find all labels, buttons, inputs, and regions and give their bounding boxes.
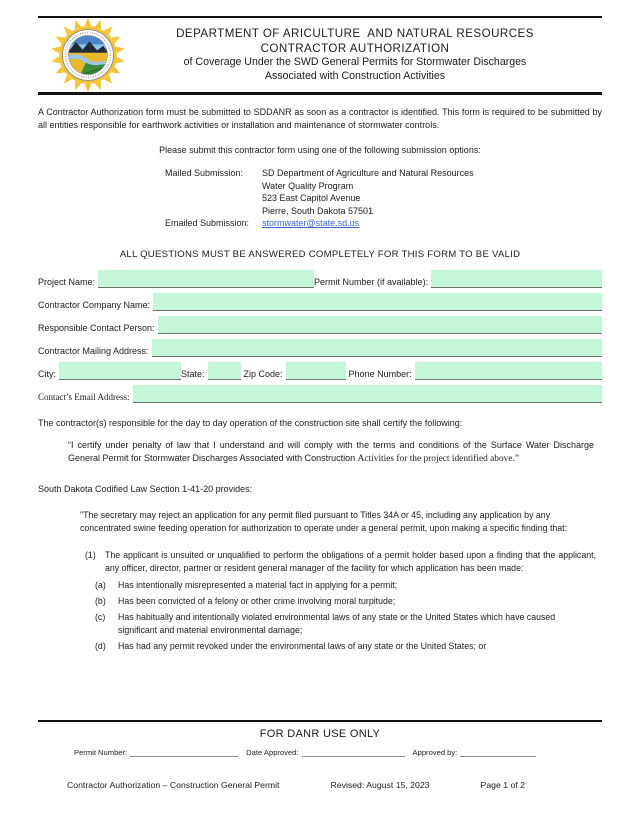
state-label: State: <box>181 368 205 379</box>
certification-quote <box>68 439 594 467</box>
codified-law-quote: "The secretary may reject an application for any permit filed pursuant to Titles 34A or 45, including any application by any concentrated swine feeding operation for authorization to operate under a general permit, upon making a specific finding that: <box>80 509 568 533</box>
permit-number-label: Permit Number (if available): <box>314 276 429 287</box>
danr-permit-number-label: Permit Number: <box>74 748 128 757</box>
city-label: City: <box>38 368 56 379</box>
danr-fields-row <box>74 747 602 757</box>
law-subitem-b <box>95 595 596 608</box>
form-subtitle-line1: of Coverage Under the SWD General Permits for Stormwater Discharges <box>183 56 527 69</box>
contact-person-label: Responsible Contact Person: <box>38 322 155 333</box>
mailed-address-line-3: 523 East Capitol Avenue <box>262 193 361 204</box>
contact-person-row <box>38 311 602 334</box>
mailed-address-line-2: Water Quality Program <box>262 180 354 191</box>
law-subitem-a-text: Has intentionally misrepresented a material fact in applying for a permit; <box>118 579 398 590</box>
submission-options <box>165 167 602 230</box>
certification-quote-serif: Activities for the project identified above.” <box>357 454 520 465</box>
law-subitem-d-text: Has had any permit revoked under the environmental laws of any state or the United States; or <box>118 640 487 651</box>
certification-quote-sans: “I certify under penalty of law that I understand and will comply with the terms and conditions of the Surface Water Discharge General Permit for Stormwater Discharges Associated with Construction <box>68 439 594 464</box>
law-subitem-d <box>95 640 596 653</box>
phone-number-field[interactable] <box>415 362 602 380</box>
mailed-address-line-1: SD Department of Agriculture and Natural Resources <box>262 168 474 178</box>
law-subitem-b-text: Has been convicted of a felony or other crime involving moral turpitude; <box>118 595 396 606</box>
department-title: DEPARTMENT OF ARICULTURE AND NATURAL RESOURCES <box>176 27 534 41</box>
footer-page-number: Page 1 of 2 <box>480 780 525 790</box>
company-name-row <box>38 288 602 311</box>
certification-intro: The contractor(s) responsible for the day to day operation of the construction site shall certify the following: <box>38 417 463 428</box>
mailed-address-line-4: Pierre, South Dakota 57501 <box>262 205 374 216</box>
danr-approved-by-field[interactable] <box>460 747 536 757</box>
mailed-submission-label: Mailed Submission: <box>165 168 244 178</box>
form-title: CONTRACTOR AUTHORIZATION <box>260 41 450 55</box>
phone-number-label: Phone Number: <box>348 368 412 379</box>
submission-instructions: Please submit this contractor form using one of the following submission options: <box>159 145 481 155</box>
stormwater-email-link[interactable]: stormwater@state.sd.us <box>262 218 360 229</box>
city-field[interactable] <box>59 362 181 380</box>
danr-date-approved-field[interactable] <box>302 747 405 757</box>
zip-code-label: Zip Code: <box>243 368 283 379</box>
emailed-submission-label: Emailed Submission: <box>165 218 250 229</box>
law-subitems <box>95 579 596 653</box>
mailing-address-row <box>38 334 602 357</box>
law-subitem-a <box>95 579 596 592</box>
state-field[interactable] <box>208 362 241 380</box>
company-name-label: Contractor Company Name: <box>38 299 151 310</box>
company-name-field[interactable] <box>153 293 602 311</box>
danr-use-only-heading: FOR DANR USE ONLY <box>259 728 381 740</box>
law-subitem-c <box>95 611 596 637</box>
form-fields-section <box>38 265 602 403</box>
law-subitem-b-number: (b) <box>95 595 106 606</box>
page-footer <box>67 780 525 790</box>
permit-number-field[interactable] <box>431 270 602 288</box>
footer-revised-date: Revised: August 15, 2023 <box>330 780 430 790</box>
danr-use-only-section <box>38 720 602 757</box>
footer-document-title: Contractor Authorization – Construction General Permit <box>67 780 280 790</box>
contact-email-field[interactable] <box>133 385 603 403</box>
danr-date-approved-label: Date Approved: <box>246 748 299 757</box>
codified-law-intro: South Dakota Codified Law Section 1-41-20 provides: <box>38 483 253 494</box>
form-header <box>38 18 602 92</box>
email-address-row <box>38 380 602 403</box>
danr-approved-by-label: Approved by: <box>412 748 458 757</box>
law-item-1-number: (1) <box>85 549 96 560</box>
mailing-address-label: Contractor Mailing Address: <box>38 345 149 356</box>
danr-section-rule <box>38 720 602 722</box>
form-subtitle-line2: Associated with Construction Activities <box>264 69 446 82</box>
law-subitem-c-number: (c) <box>95 611 106 622</box>
project-name-row <box>38 265 602 288</box>
contact-email-label: Contact’s Email Address: <box>38 391 130 402</box>
project-name-field[interactable] <box>98 270 314 288</box>
form-validity-heading: ALL QUESTIONS MUST BE ANSWERED COMPLETELY FOR THIS FORM TO BE VALID <box>119 248 521 260</box>
contact-person-field[interactable] <box>158 316 602 334</box>
law-subitem-c-text: Has habitually and intentionally violated environmental laws of any state or the United States which have caused significant and material environmental damage; <box>118 611 556 635</box>
law-item-1 <box>85 549 596 575</box>
law-subitem-d-number: (d) <box>95 640 106 651</box>
zip-code-field[interactable] <box>286 362 346 380</box>
city-state-zip-phone-row <box>38 357 602 380</box>
intro-paragraph: A Contractor Authorization form must be submitted to SDDANR as soon as a contractor is identified. This form is required to be submitted by all entities responsible for earthwork activities or installation and maintenance of stormwater controls. <box>38 107 602 130</box>
danr-permit-number-field[interactable] <box>130 747 238 757</box>
sd-danr-seal-icon <box>50 17 126 93</box>
law-item-1-text: The applicant is unsuited or unqualified to perform the obligations of a permit holder based upon a finding that the applicant, any officer, director, partner or resident general manager of the facility for which application has been made: <box>105 549 596 573</box>
mailing-address-field[interactable] <box>152 339 602 357</box>
project-name-label: Project Name: <box>38 276 96 287</box>
law-subitem-a-number: (a) <box>95 579 106 590</box>
